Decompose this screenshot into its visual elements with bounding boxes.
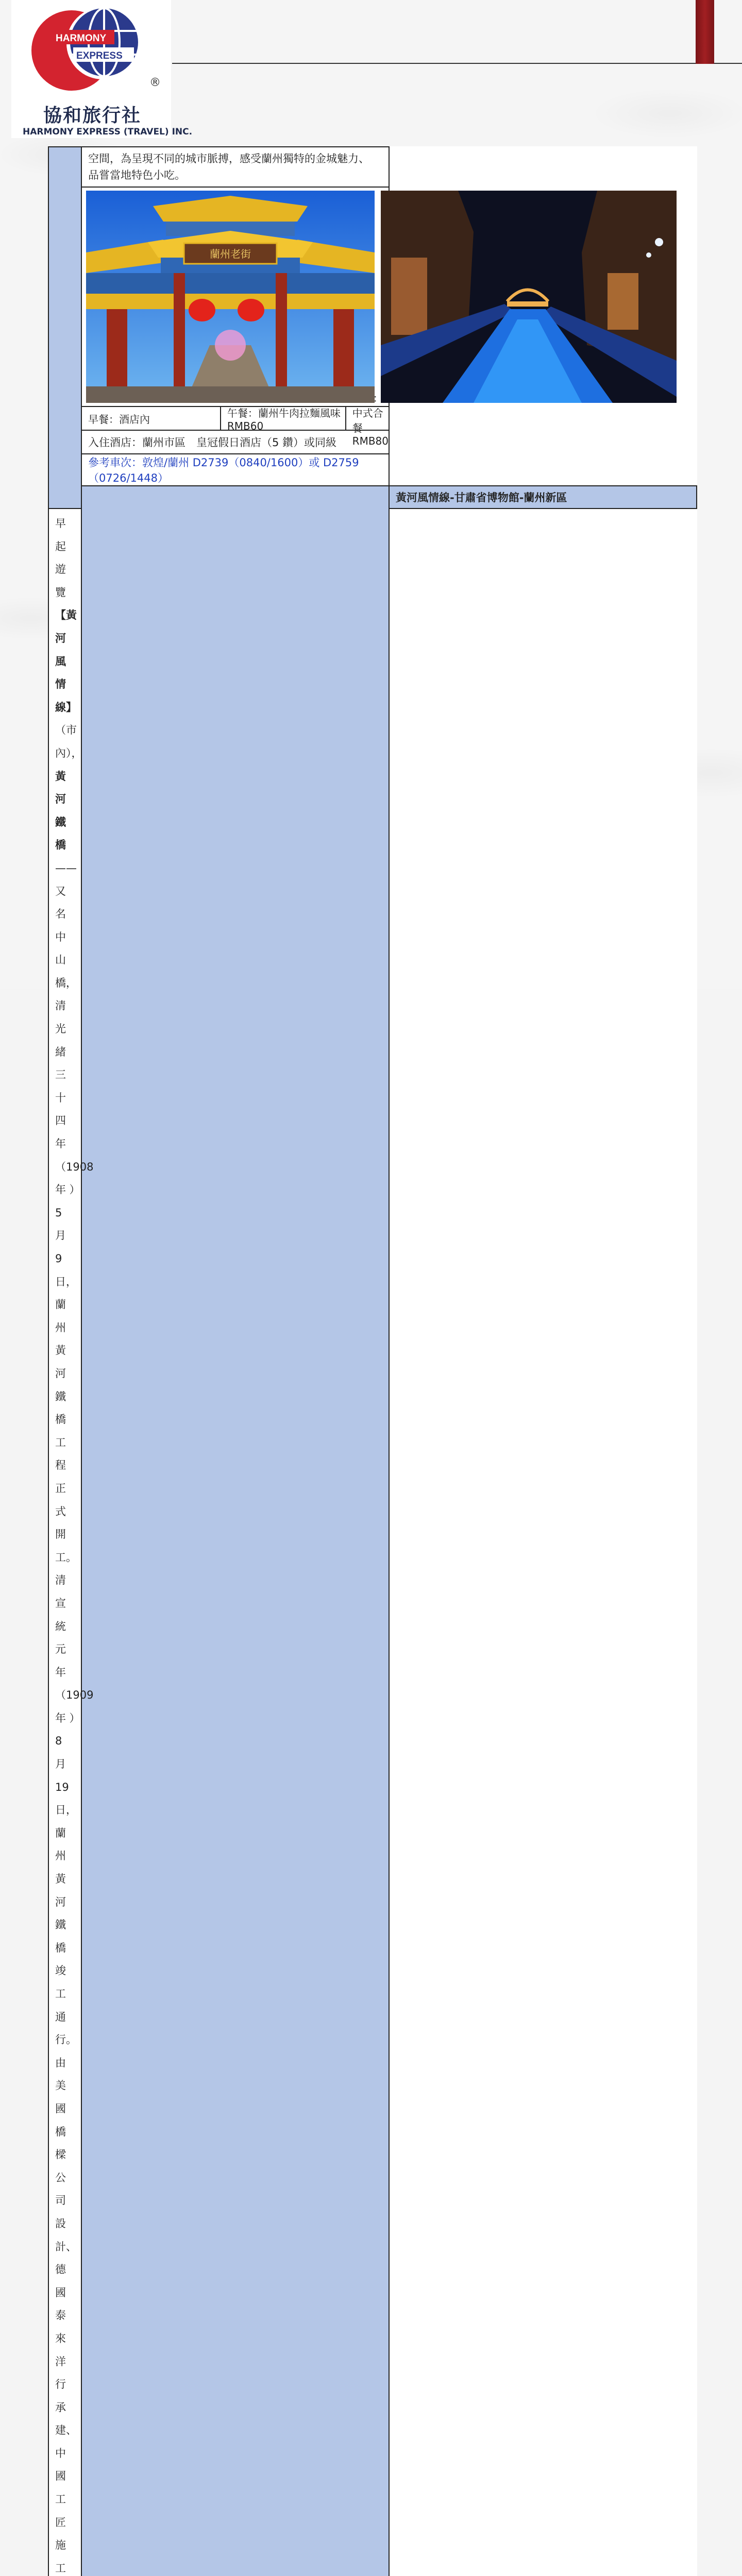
d9-desc-highlight: 黃河鐵橋: [55, 770, 66, 852]
d9-title: 黃河風情線-甘肅省博物館-蘭州新區: [389, 486, 697, 509]
lanzhou-old-street-gate-photo: [86, 191, 375, 403]
header-accent-bar: [696, 0, 714, 64]
company-logo: [11, 0, 193, 138]
company-name-en: HARMONY EXPRESS (TRAVEL) INC.: [23, 127, 193, 137]
d8-hotel: 入住酒店：蘭州市區 皇冠假日酒店（5 鑽）或同級: [81, 430, 389, 454]
gate-sign-text: 蘭州老街: [210, 248, 251, 260]
registered-mark: ®: [149, 76, 161, 89]
d8-dinner: ：中式合餐 RMB80: [352, 392, 389, 447]
d9-desc-part: （市內），: [55, 724, 82, 759]
d8-breakfast: 早餐：酒店內: [82, 407, 221, 430]
d8-train-reference: 參考車次：敦煌/蘭州 D2739（0840/1600）或 D2759（0726/1448）: [81, 454, 389, 486]
day-label-d9: [81, 486, 389, 2576]
d8-lunch: 午餐：蘭州牛肉拉麵風味 RMB60: [221, 407, 346, 430]
logo-word-harmony: HARMONY: [56, 33, 107, 44]
d9-description: [48, 509, 94, 2576]
header-divider: [172, 63, 742, 64]
d8-photo-row: [81, 187, 389, 406]
logo-globe-icon: [23, 5, 151, 93]
d9-desc-highlight: 【黃河風情線】: [55, 609, 77, 714]
d9-desc-part: 早起遊覽: [55, 517, 66, 599]
logo-word-express: EXPRESS: [76, 50, 123, 61]
day-label-d8: [48, 147, 81, 509]
itinerary-table: [48, 146, 697, 2576]
night-canal-street-photo: [381, 191, 677, 403]
company-name-cn: 協和旅行社: [43, 105, 142, 126]
d9-desc-part: ——又名中山橋，清光緒三十四年（1908 年）5 月 9 日，蘭州黃河鐵橋工程正式開工。清宣統元年（1909 年）8 月 19 日，蘭州黃河鐵橋竣工通行。由美國橋樑公司設計、德國泰來洋行承建、中國工匠施工: [55, 861, 94, 2574]
d8-intro-text: 空間，為呈現不同的城市脈搏，感受蘭州獨特的金城魅力、 品嘗當地特色小吃。: [81, 147, 389, 187]
